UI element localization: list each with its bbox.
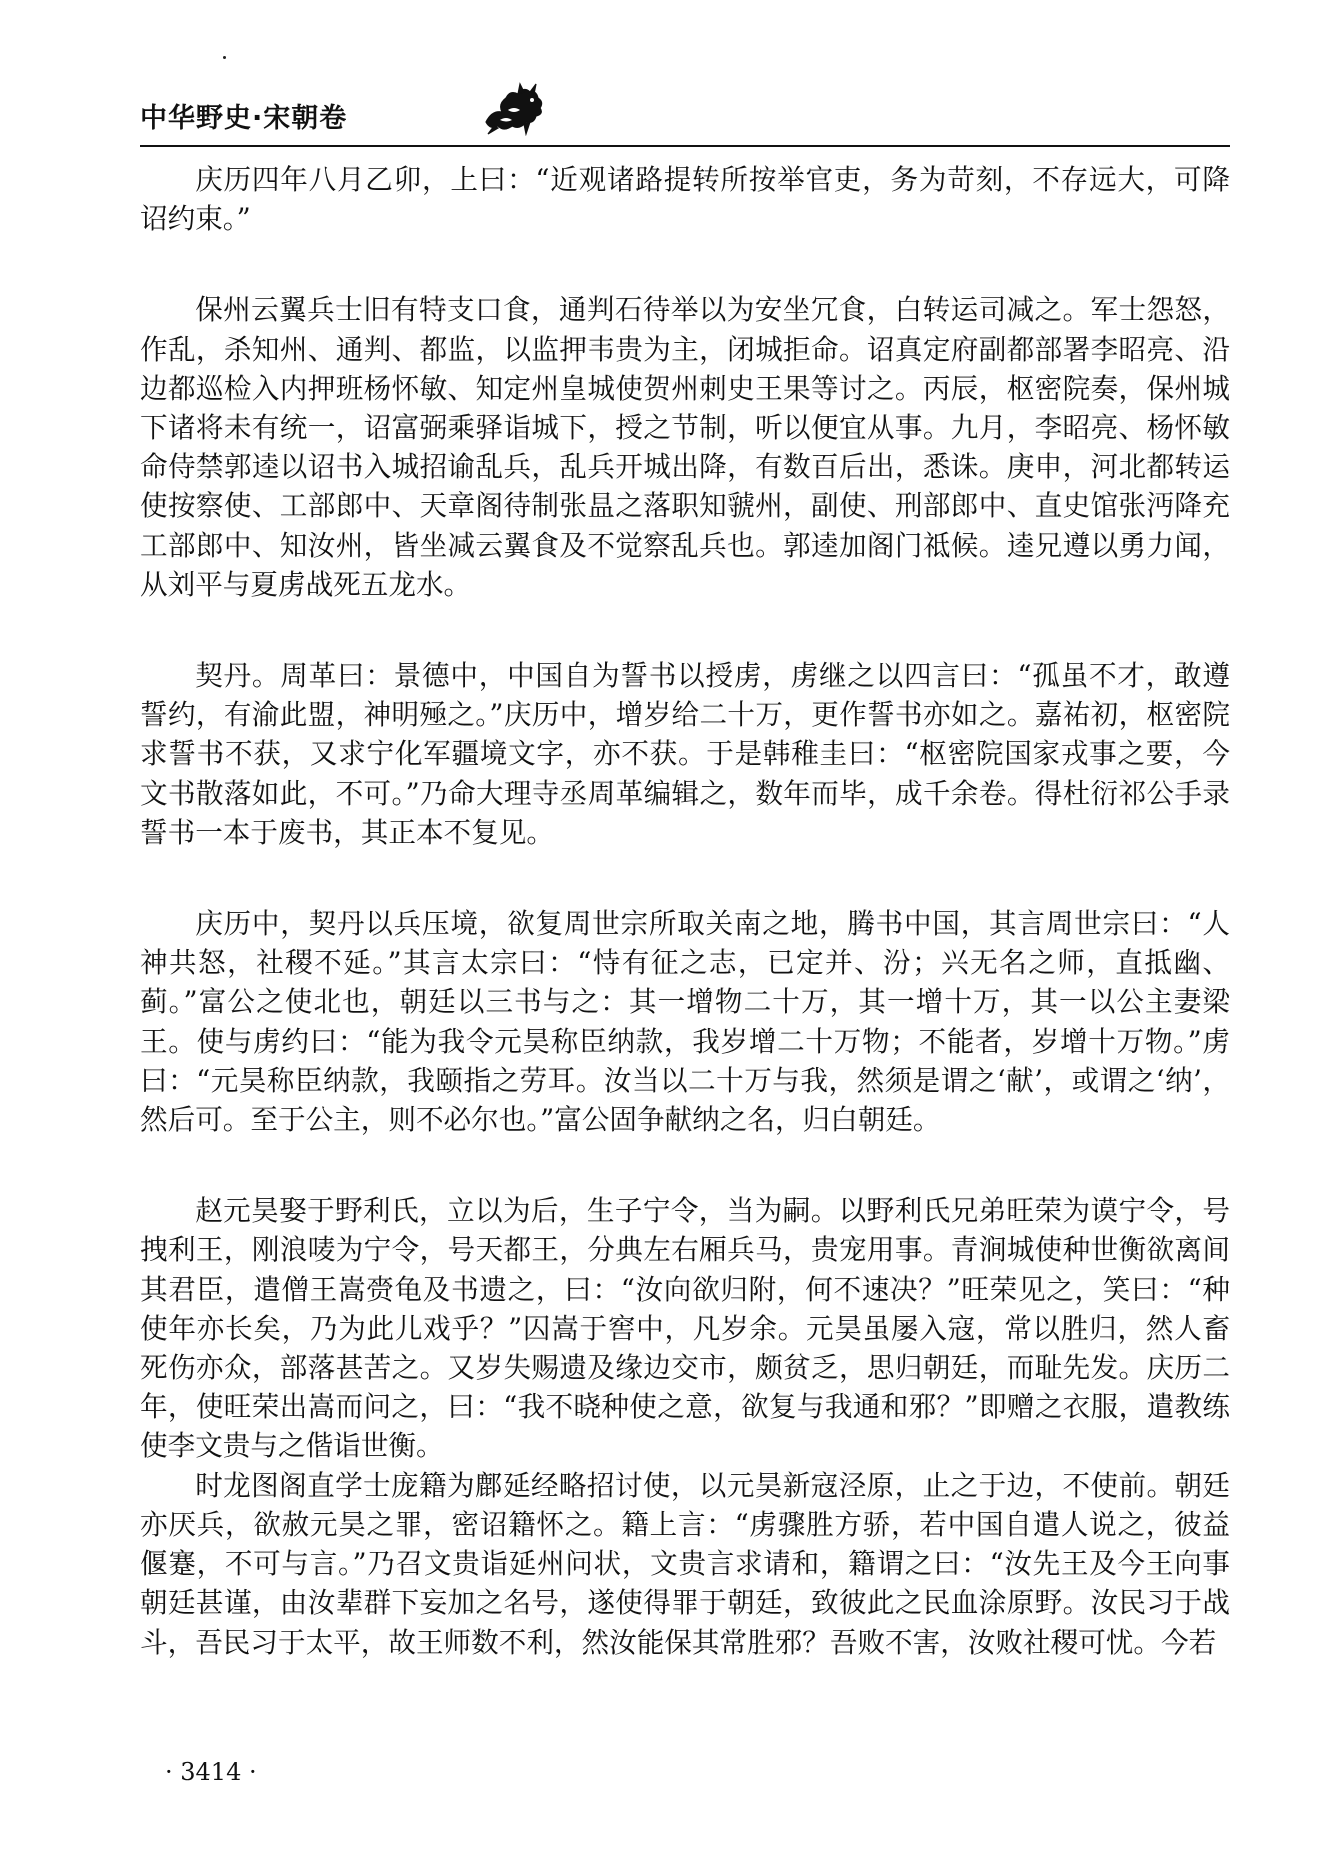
scan-speck bbox=[223, 56, 226, 59]
paragraph: 时龙图阁直学士庞籍为鄜延经略招讨使，以元昊新寇泾原，止之于边，不使前。朝廷亦厌兵，欲赦元昊之罪，密诏籍怀之。籍上言：“虏骤胜方骄，若中国自遣人说之，彼益偃蹇，不可与言。”乃召文贵诣延州问状，文贵言求请和，籍谓之曰：“汝先王及今王向事朝廷甚谨，由汝辈群下妄加之名号，遂使得罪于朝廷，致彼此之民血涂原野。汝民习于战斗，吾民习于太平，故王师数不利，然汝能保其常胜邪？吾败不害，汝败社稷可忧。今若 bbox=[140, 1468, 1230, 1659]
text-body bbox=[140, 160, 1230, 1662]
book-title: 中华野史·宋朝卷 bbox=[140, 103, 348, 134]
paragraph: 赵元昊娶于野利氏，立以为后，生子宁令，当为嗣。以野利氏兄弟旺荣为谟宁令，号拽利王，刚浪唛为宁令，号天都王，分典左右厢兵马，贵宠用事。青涧城使种世衡欲离间其君臣，遣僧王嵩赍龟及书遗之，曰：“汝向欲归附，何不速决？”旺荣见之，笑曰：“种使年亦长矣，乃为此儿戏乎？”囚嵩于窖中，凡岁余。元昊虽屡入寇，常以胜归，然人畜死伤亦众，部落甚苦之。又岁失赐遗及缘边交市，颇贫乏，思归朝廷，而耻先发。庆历二年，使旺荣出嵩而问之，曰：“我不晓种使之意，欲复与我通和邪？”即赠之衣服，遣教练使李文贵与之偕诣世衡。 bbox=[140, 1194, 1230, 1463]
header-rule bbox=[140, 145, 1230, 147]
page-number: · 3414 · bbox=[165, 1758, 257, 1786]
paragraph: 契丹。周革曰：景德中，中国自为誓书以授虏，虏继之以四言曰：“孤虽不才，敢遵誓约，有渝此盟，神明殛之。”庆历中，增岁给二十万，更作誓书亦如之。嘉祐初，枢密院求誓书不获，又求宁化军疆境文字，亦不获。于是韩稚圭曰：“枢密院国家戎事之要，今文书散落如此，不可。”乃命大理寺丞周革编辑之，数年而毕，成千余卷。得杜衍祁公手录誓书一本于废书，其正本不复见。 bbox=[140, 659, 1230, 849]
paragraph: 庆历中，契丹以兵压境，欲复周世宗所取关南之地，腾书中国，其言周世宗曰：“人神共怒，社稷不延。”其言太宗曰：“恃有征之志，已定并、汾；兴无名之师，直抵幽、蓟。”富公之使北也，朝廷以三书与之：其一增物二十万，其一增十万，其一以公主妻梁王。使与虏约曰：“能为我令元昊称臣纳款，我岁增二十万物；不能者，岁增十万物。”虏曰：“元昊称臣纳款，我颐指之劳耳。汝当以二十万与我，然须是谓之‘献’，或谓之‘纳’，然后可。至于公主，则不必尔也。”富公固争献纳之名，归白朝廷。 bbox=[140, 907, 1230, 1137]
paragraph: 保州云翼兵士旧有特支口食，通判石待举以为安坐冗食，白转运司减之。军士怨怒，作乱，杀知州、通判、都监，以监押韦贵为主，闭城拒命。诏真定府副都部署李昭亮、沿边都巡检入内押班杨怀敏、知定州皇城使贺州刺史王果等讨之。丙辰，枢密院奏，保州城下诸将未有统一，诏富弼乘驿诣城下，授之节制，听以便宜从事。九月，李昭亮、杨怀敏命侍禁郭逵以诏书入城招谕乱兵，乱兵开城出降，有数百后出，悉诛。庚申，河北都转运使按察使、工部郎中、天章阁待制张昷之落职知虢州，副使、刑部郎中、直史馆张沔降充工部郎中、知汝州，皆坐减云翼食及不觉察乱兵也。郭逵加阁门祗候。逵兄遵以勇力闻，从刘平与夏虏战死五龙水。 bbox=[140, 293, 1230, 601]
dragon-emblem-icon bbox=[480, 80, 548, 136]
running-header bbox=[140, 80, 1230, 144]
paragraph: 庆历四年八月乙卯，上曰：“近观诸路提转所按举官吏，务为苛刻，不存远大，可降诏约束。” bbox=[140, 163, 1230, 236]
